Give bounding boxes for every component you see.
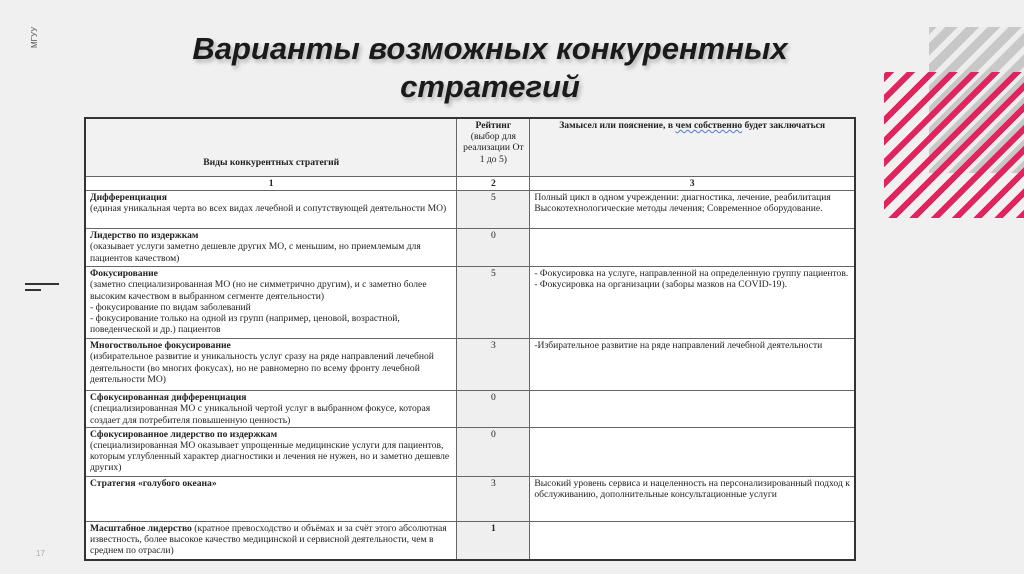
- column-number: 1: [85, 177, 457, 191]
- org-label: МГУУ: [30, 26, 39, 48]
- note-cell: [530, 339, 855, 391]
- strategy-note: - Фокусировка на услуге, направленной на определенную группу пациентов.: [534, 268, 849, 280]
- rating-cell: [457, 339, 530, 391]
- title-line-2: стратегий: [400, 69, 580, 104]
- rating-subtitle: (выбор для реализации От 1 до 5): [463, 131, 524, 165]
- rating-value: 1: [490, 522, 496, 534]
- strategy-cell: [85, 476, 457, 521]
- strategies-table: [84, 117, 856, 561]
- dash-decoration-short: [25, 289, 41, 291]
- strategy-description-3: - фокусирование только на одной из групп (например, ценовой, возрастной, поведенческой и др.) пациентов: [90, 313, 400, 336]
- header-explanation-pre: Замысел или пояснение, в: [559, 120, 676, 131]
- rating-cell: [457, 521, 530, 560]
- slide-title: [150, 30, 830, 106]
- rating-cell: [457, 191, 530, 229]
- pink-stripes-decoration: [884, 72, 1024, 218]
- header-explanation-post: будет заключаться: [742, 120, 826, 131]
- strategy-description: (оказывает услуги заметно дешевле других МО, с меньшим, но приемлемым для пациентов качеством): [90, 241, 421, 264]
- strategy-description: (заметно специализированная МО (но не симметрично другим), и с заметно более высоким качеством в выбранном сегменте деятельности): [90, 279, 427, 302]
- table-row: [85, 391, 855, 428]
- strategy-name: Сфокусированная дифференциация: [90, 392, 247, 404]
- strategy-description: (избирательное развитие и уникальность услуг сразу на ряде направлений лечебной деятельности (во многих фокусах), но не равномерно по всему фронту лечебной деятельности МО): [90, 351, 434, 385]
- rating-value: 0: [490, 230, 496, 242]
- rating-cell: [457, 229, 530, 267]
- rating-value: 3: [490, 477, 496, 489]
- strategy-name: Многоствольное фокусирование: [90, 340, 231, 352]
- strategy-description: (единая уникальная черта во всех видах лечебной и сопутствующей деятельности МО): [90, 203, 447, 215]
- strategy-name: Сфокусированное лидерство по издержкам: [90, 428, 278, 440]
- note-cell: [530, 229, 855, 267]
- strategy-description-2: - фокусирование по видам заболеваний: [90, 301, 251, 313]
- table-row: [85, 521, 855, 560]
- rating-value: 5: [490, 268, 496, 280]
- column-number: 3: [530, 177, 855, 191]
- strategy-note: Высокий уровень сервиса и нацеленность на персонализированный подход к обслуживанию, дополнительные консультационные услуги: [534, 477, 850, 501]
- strategy-name: Стратегия «голубого океана»: [90, 477, 217, 489]
- header-row: [85, 118, 855, 177]
- strategy-name: Фокусирование: [90, 268, 158, 280]
- rating-value: 0: [490, 428, 496, 440]
- note-cell: [530, 267, 855, 339]
- header-explanation-underlined: чем собственно: [675, 120, 743, 131]
- strategy-note: -Избирательное развитие на ряде направлений лечебной деятельности: [534, 340, 823, 352]
- rating-value: 5: [490, 192, 496, 204]
- rating-cell: [457, 427, 530, 476]
- strategy-description: (специализированная МО оказывает упрощенные медицинские услуги для пациентов, которым углубленный характер диагностики и лечения не нужен, но и заметно дешевле других): [90, 440, 450, 474]
- page-number: 17: [36, 549, 45, 558]
- strategy-cell: [85, 339, 457, 391]
- rating-cell: [457, 267, 530, 339]
- column-number-row: [85, 177, 855, 191]
- strategy-cell: [85, 267, 457, 339]
- dash-decoration: [25, 283, 59, 285]
- table-row: [85, 229, 855, 267]
- table-row: [85, 339, 855, 391]
- strategy-cell: [85, 391, 457, 428]
- header-explanation: [530, 118, 855, 177]
- rating-cell: [457, 391, 530, 428]
- strategy-name: Лидерство по издержкам: [90, 230, 199, 242]
- column-number: 2: [457, 177, 530, 191]
- strategy-cell: [85, 229, 457, 267]
- strategy-cell: [85, 191, 457, 229]
- header-rating: [457, 118, 530, 177]
- rating-value: 3: [490, 340, 496, 352]
- rating-cell: [457, 476, 530, 521]
- strategy-name: Дифференциация: [90, 192, 167, 204]
- strategy-cell: [85, 521, 457, 560]
- note-cell: [530, 391, 855, 428]
- strategy-name: Масштабное лидерство: [90, 522, 192, 534]
- table-row: [85, 476, 855, 521]
- strategy-description: (кратное превосходство и объёмах и за счёт этого абсолютная известность, более высокое качество медицинской и сервисной деятельности, чем в среднем по отрасли): [90, 522, 447, 557]
- table-row: [85, 267, 855, 339]
- rating-title: Рейтинг: [475, 120, 512, 131]
- strategy-note-2: - Фокусировка на организации (заборы мазков на COVID-19).: [534, 279, 788, 291]
- title-line-1: Варианты возможных конкурентных: [192, 31, 788, 66]
- strategy-cell: [85, 427, 457, 476]
- note-cell: [530, 521, 855, 560]
- header-strategy-types: Виды конкурентных стратегий: [85, 118, 457, 177]
- note-cell: [530, 427, 855, 476]
- strategy-note: Полный цикл в одном учреждении: диагностика, лечение, реабилитация Высокотехнологические методы лечения; Современное оборудование.: [534, 192, 831, 215]
- note-cell: [530, 476, 855, 521]
- note-cell: [530, 191, 855, 229]
- strategy-description: (специализированная МО с уникальной чертой услуг в выбранном фокусе, которая создает для потребителя повышенную ценность): [90, 403, 431, 426]
- table-row: [85, 191, 855, 229]
- rating-value: 0: [490, 392, 496, 404]
- table-row: [85, 427, 855, 476]
